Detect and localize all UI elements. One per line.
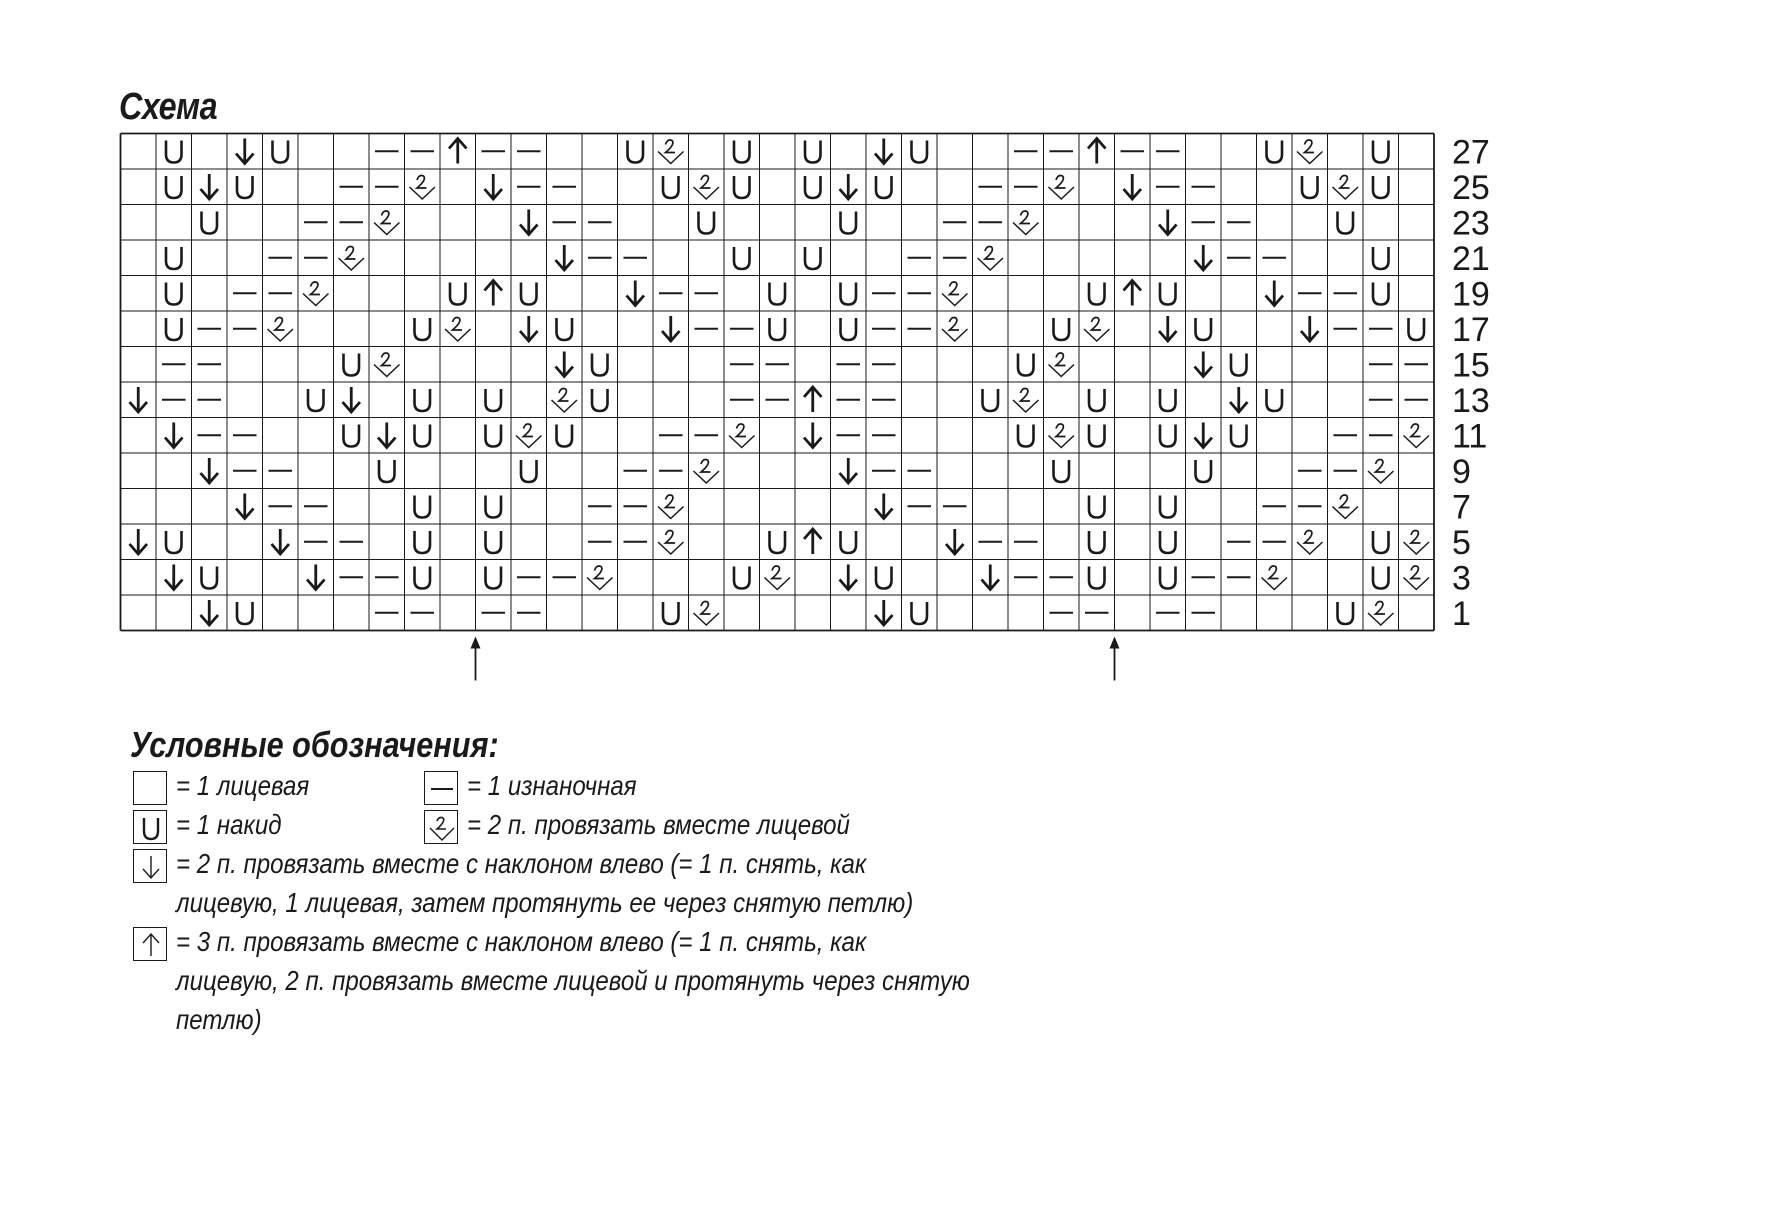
- ssk-arrow-symbol: [804, 423, 822, 448]
- k2tog-symbol: [339, 247, 365, 271]
- yarn-over-symbol: [805, 141, 821, 163]
- yarn-over-symbol: [450, 283, 466, 305]
- yarn-over-symbol: [1302, 176, 1318, 198]
- ssk-arrow-symbol: [272, 529, 290, 554]
- legend-knit-box: [133, 771, 167, 805]
- yarn-over-symbol: [273, 141, 289, 163]
- yarn-over-symbol: [1054, 318, 1070, 340]
- legend-yo-label: = 1 накид: [176, 809, 282, 840]
- yarn-over-symbol: [415, 567, 431, 589]
- ssk-arrow-symbol: [1159, 210, 1177, 235]
- legend-title: Условные обозначения:: [130, 724, 499, 765]
- ssk-arrow-symbol: [875, 600, 893, 625]
- ssk-arrow-symbol: [201, 600, 219, 625]
- legend-ssk-box: [133, 849, 167, 883]
- yarn-over-symbol: [1409, 318, 1425, 340]
- yarn-over-symbol: [237, 602, 253, 624]
- k2tog-symbol: [1333, 176, 1359, 200]
- yarn-over-symbol: [202, 212, 218, 234]
- yarn-over-symbol: [486, 425, 502, 447]
- yarn-over-symbol: [415, 496, 431, 518]
- legend-k2tog-label: = 2 п. провязать вместе лицевой: [467, 809, 850, 840]
- yarn-over-symbol: [734, 176, 750, 198]
- yarn-over-symbol: [770, 531, 786, 553]
- sk2p-arrow-symbol: [449, 139, 467, 164]
- row-number: 1: [1452, 594, 1471, 633]
- yarn-over-symbol: [1338, 212, 1354, 234]
- yarn-over-symbol: [1089, 496, 1105, 518]
- yarn-over-symbol: [805, 176, 821, 198]
- ssk-arrow-symbol: [520, 210, 538, 235]
- k2tog-symbol: [374, 353, 400, 377]
- ssk-arrow-symbol: [1301, 316, 1319, 341]
- sk2p-arrow-symbol: [485, 281, 503, 306]
- yarn-over-symbol: [983, 389, 999, 411]
- k2tog-symbol: [268, 318, 294, 342]
- yarn-over-symbol: [592, 389, 608, 411]
- ssk-arrow-symbol: [1159, 316, 1177, 341]
- yarn-over-symbol: [1373, 141, 1389, 163]
- k2tog-symbol: [1297, 140, 1323, 164]
- yarn-over-symbol: [1373, 247, 1389, 269]
- legend-purl-box: [424, 771, 458, 805]
- k2tog-symbol: [694, 460, 720, 484]
- ssk-arrow-symbol: [662, 316, 680, 341]
- yarn-over-symbol: [166, 318, 182, 340]
- yarn-over-symbol: [841, 318, 857, 340]
- ssk-arrow-symbol: [378, 423, 396, 448]
- yarn-over-symbol: [1018, 425, 1034, 447]
- row-number: 9: [1452, 452, 1471, 491]
- yarn-over-symbol: [734, 247, 750, 269]
- k2tog-symbol: [658, 495, 684, 519]
- k2tog-symbol: [658, 531, 684, 555]
- row-number: 19: [1452, 275, 1490, 314]
- k2tog-symbol: [1262, 566, 1288, 590]
- yarn-over-symbol: [1373, 176, 1389, 198]
- yarn-over-symbol: [486, 496, 502, 518]
- ssk-arrow-symbol: [1124, 174, 1142, 199]
- yarn-over-symbol: [699, 212, 715, 234]
- yarn-over-symbol: [912, 141, 928, 163]
- yarn-over-symbol: [415, 425, 431, 447]
- ssk-arrow-symbol: [946, 529, 964, 554]
- yarn-over-symbol: [1160, 389, 1176, 411]
- yarn-over-symbol: [1160, 283, 1176, 305]
- k2tog-symbol: [1404, 566, 1430, 590]
- sk2p-arrow-symbol: [804, 387, 822, 412]
- ssk-arrow-symbol: [130, 387, 148, 412]
- yarn-over-symbol: [1018, 354, 1034, 376]
- ssk-arrow-symbol: [556, 245, 574, 270]
- yarn-over-symbol: [1160, 425, 1176, 447]
- k2tog-symbol: [374, 211, 400, 235]
- row-number: 25: [1452, 168, 1490, 207]
- yarn-over-symbol: [1089, 283, 1105, 305]
- yarn-over-symbol: [344, 354, 360, 376]
- k2tog-symbol: [516, 424, 542, 448]
- yarn-over-symbol: [1338, 602, 1354, 624]
- yarn-over-symbol: [770, 318, 786, 340]
- k2tog-symbol: [587, 566, 613, 590]
- k2tog-symbol: [445, 318, 471, 342]
- yarn-over-symbol: [415, 389, 431, 411]
- ssk-arrow-symbol: [982, 565, 1000, 590]
- yarn-over-symbol: [841, 212, 857, 234]
- k2tog-symbol: [410, 176, 436, 200]
- k2tog-symbol: [978, 247, 1004, 271]
- k2tog-symbol: [1404, 531, 1430, 555]
- yarn-over-symbol: [415, 531, 431, 553]
- k2tog-symbol: [1333, 495, 1359, 519]
- yarn-over-symbol: [166, 283, 182, 305]
- yarn-over-symbol: [734, 141, 750, 163]
- ssk-arrow-symbol: [840, 174, 858, 199]
- legend-ssk-label-2: лицевую, 1 лицевая, затем протянуть ее через снятую петлю): [176, 887, 914, 918]
- yarn-over-symbol: [1089, 389, 1105, 411]
- ssk-arrow-symbol: [130, 529, 148, 554]
- yarn-over-symbol: [308, 389, 324, 411]
- row-number: 17: [1452, 310, 1490, 349]
- ssk-arrow-symbol: [165, 565, 183, 590]
- ssk-arrow-symbol: [343, 387, 361, 412]
- sk2p-arrow-symbol: [804, 529, 822, 554]
- yarn-over-symbol: [166, 531, 182, 553]
- yarn-over-symbol: [202, 567, 218, 589]
- row-number: 23: [1452, 204, 1490, 243]
- yarn-over-symbol: [1089, 567, 1105, 589]
- ssk-arrow-symbol: [307, 565, 325, 590]
- ssk-arrow-symbol: [520, 316, 538, 341]
- ssk-arrow-symbol: [1195, 423, 1213, 448]
- legend-knit-label: = 1 лицевая: [176, 770, 310, 801]
- k2tog-symbol: [942, 318, 968, 342]
- yarn-over-symbol: [415, 318, 431, 340]
- row-number: 21: [1452, 239, 1490, 278]
- yarn-over-symbol: [1231, 354, 1247, 376]
- ssk-arrow-symbol: [627, 281, 645, 306]
- yarn-over-symbol: [1160, 496, 1176, 518]
- yarn-over-symbol: [1196, 318, 1212, 340]
- yarn-over-symbol: [486, 531, 502, 553]
- yarn-over-symbol: [663, 176, 679, 198]
- yarn-over-symbol: [486, 567, 502, 589]
- k2tog-symbol: [1049, 353, 1075, 377]
- row-number: 27: [1452, 133, 1490, 172]
- repeat-marker-arrow: [1110, 637, 1120, 681]
- k2tog-symbol: [694, 602, 720, 626]
- yarn-over-symbol: [1373, 531, 1389, 553]
- k2tog-symbol: [1049, 176, 1075, 200]
- ssk-arrow-symbol: [875, 494, 893, 519]
- k2tog-symbol: [303, 282, 329, 306]
- ssk-arrow-symbol: [485, 174, 503, 199]
- yarn-over-symbol: [1160, 531, 1176, 553]
- yarn-over-symbol: [166, 141, 182, 163]
- yarn-over-symbol: [237, 176, 253, 198]
- yarn-over-symbol: [663, 602, 679, 624]
- yarn-over-symbol: [841, 283, 857, 305]
- k2tog-symbol: [1084, 318, 1110, 342]
- row-number: 5: [1452, 523, 1471, 562]
- k2tog-symbol: [1049, 424, 1075, 448]
- k2tog-symbol: [1013, 389, 1039, 413]
- k2tog-symbol: [552, 389, 578, 413]
- row-number: 15: [1452, 346, 1490, 385]
- yarn-over-symbol: [628, 141, 644, 163]
- yarn-over-symbol: [876, 176, 892, 198]
- yarn-over-symbol: [379, 460, 395, 482]
- ssk-arrow-symbol: [556, 352, 574, 377]
- ssk-arrow-symbol: [840, 565, 858, 590]
- yarn-over-symbol: [486, 389, 502, 411]
- k2tog-symbol: [1013, 211, 1039, 235]
- yarn-over-symbol: [770, 283, 786, 305]
- legend-sk2p-label-1: = 3 п. провязать вместе с наклоном влево (= 1 п. снять, как: [176, 926, 867, 957]
- page-title: Схема: [119, 86, 218, 128]
- yarn-over-symbol: [1267, 389, 1283, 411]
- yarn-over-symbol: [521, 283, 537, 305]
- k2tog-symbol: [694, 176, 720, 200]
- yarn-over-symbol: [344, 425, 360, 447]
- yarn-over-symbol: [1160, 567, 1176, 589]
- k2tog-symbol: [1368, 460, 1394, 484]
- row-number: 3: [1452, 559, 1471, 598]
- legend-sk2p-label-2: лицевую, 2 п. провязать вместе лицевой и протянуть через снятую: [176, 965, 970, 996]
- row-number: 13: [1452, 381, 1490, 420]
- ssk-arrow-symbol: [840, 458, 858, 483]
- yarn-over-symbol: [1054, 460, 1070, 482]
- ssk-arrow-symbol: [201, 458, 219, 483]
- row-number: 11: [1452, 417, 1488, 456]
- k2tog-symbol: [658, 140, 684, 164]
- k2tog-symbol: [1297, 531, 1323, 555]
- yarn-over-symbol: [841, 531, 857, 553]
- yarn-over-symbol: [734, 567, 750, 589]
- yarn-over-symbol: [166, 247, 182, 269]
- ssk-arrow-symbol: [165, 423, 183, 448]
- legend-yo-box: [133, 810, 167, 844]
- yarn-over-symbol: [521, 460, 537, 482]
- yarn-over-symbol: [1089, 531, 1105, 553]
- k2tog-symbol: [765, 566, 791, 590]
- yarn-over-symbol: [1267, 141, 1283, 163]
- yarn-over-symbol: [1373, 567, 1389, 589]
- yarn-over-symbol: [166, 176, 182, 198]
- ssk-arrow-symbol: [1266, 281, 1284, 306]
- k2tog-symbol: [1404, 424, 1430, 448]
- legend-sk2p-label-3: петлю): [176, 1004, 262, 1035]
- legend-k2tog-box: [424, 810, 458, 844]
- ssk-arrow-symbol: [236, 494, 254, 519]
- ssk-arrow-symbol: [201, 174, 219, 199]
- k2tog-symbol: [1368, 602, 1394, 626]
- ssk-arrow-symbol: [875, 139, 893, 164]
- yarn-over-symbol: [1373, 283, 1389, 305]
- row-number: 7: [1452, 488, 1471, 527]
- ssk-arrow-symbol: [1230, 387, 1248, 412]
- yarn-over-symbol: [805, 247, 821, 269]
- ssk-arrow-symbol: [236, 139, 254, 164]
- legend-ssk-label-1: = 2 п. провязать вместе с наклоном влево (= 1 п. снять, как: [176, 848, 867, 879]
- yarn-over-symbol: [592, 354, 608, 376]
- legend-purl-label: = 1 изнаночная: [467, 770, 637, 801]
- yarn-over-symbol: [876, 567, 892, 589]
- chart-grid: [121, 134, 1435, 631]
- yarn-over-symbol: [1231, 425, 1247, 447]
- yarn-over-symbol: [912, 602, 928, 624]
- yarn-over-symbol: [1089, 425, 1105, 447]
- sk2p-arrow-symbol: [1124, 281, 1142, 306]
- yarn-over-symbol: [1196, 460, 1212, 482]
- sk2p-arrow-symbol: [1088, 139, 1106, 164]
- ssk-arrow-symbol: [1195, 352, 1213, 377]
- k2tog-symbol: [729, 424, 755, 448]
- ssk-arrow-symbol: [1195, 245, 1213, 270]
- legend-sk2p-box: [133, 927, 167, 961]
- yarn-over-symbol: [557, 318, 573, 340]
- repeat-marker-arrow: [471, 637, 481, 681]
- k2tog-symbol: [942, 282, 968, 306]
- yarn-over-symbol: [557, 425, 573, 447]
